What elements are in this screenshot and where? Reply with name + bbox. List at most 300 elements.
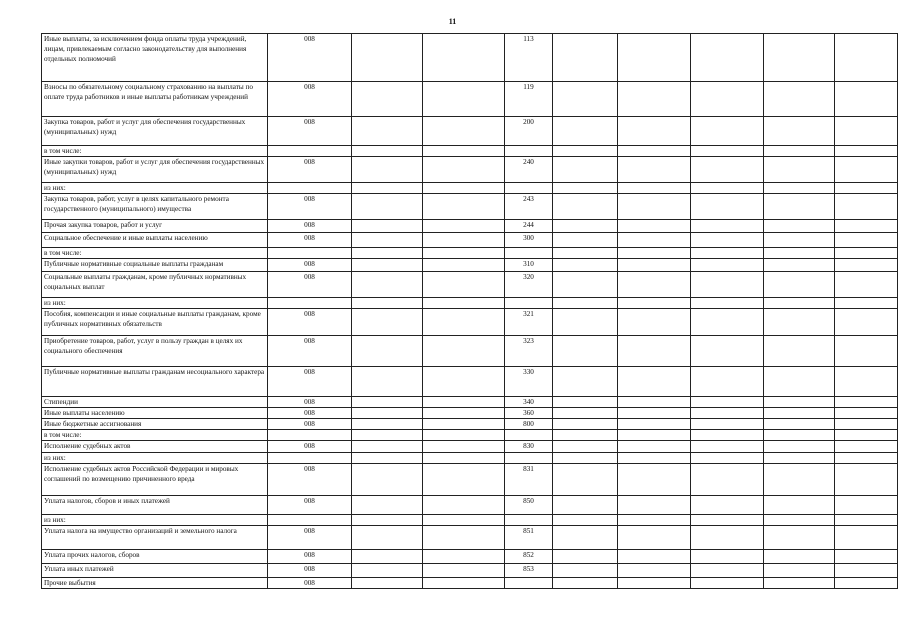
table-row bbox=[42, 430, 898, 441]
empty-cell bbox=[764, 578, 835, 589]
empty-cell bbox=[618, 233, 691, 248]
empty-cell bbox=[618, 419, 691, 430]
table-row bbox=[42, 550, 898, 564]
row-name: Прочие выбытия bbox=[42, 578, 268, 589]
empty-cell bbox=[423, 117, 505, 146]
empty-cell bbox=[691, 82, 764, 117]
empty-cell bbox=[691, 453, 764, 464]
row-code: 008 bbox=[268, 117, 352, 146]
empty-cell bbox=[352, 298, 423, 309]
empty-cell bbox=[423, 578, 505, 589]
empty-cell bbox=[423, 453, 505, 464]
empty-cell bbox=[835, 496, 898, 515]
empty-cell bbox=[618, 157, 691, 183]
table-row bbox=[42, 183, 898, 194]
row-kbk: 310 bbox=[505, 259, 553, 272]
empty-cell bbox=[764, 34, 835, 82]
row-kbk: 360 bbox=[505, 408, 553, 419]
table-row bbox=[42, 419, 898, 430]
empty-cell bbox=[423, 564, 505, 578]
empty-cell bbox=[352, 233, 423, 248]
row-name: из них: bbox=[42, 515, 268, 526]
empty-cell bbox=[764, 526, 835, 550]
empty-cell bbox=[553, 419, 618, 430]
row-kbk: 243 bbox=[505, 194, 553, 220]
empty-cell bbox=[835, 578, 898, 589]
row-code: 008 bbox=[268, 336, 352, 367]
empty-cell bbox=[835, 309, 898, 336]
empty-cell bbox=[835, 183, 898, 194]
empty-cell bbox=[423, 397, 505, 408]
empty-cell bbox=[691, 248, 764, 259]
row-code bbox=[268, 515, 352, 526]
empty-cell bbox=[618, 309, 691, 336]
row-kbk: 830 bbox=[505, 441, 553, 453]
empty-cell bbox=[352, 564, 423, 578]
row-name: Иные выплаты, за исключением фонда оплаты труда учреждений, лицам, привлекаемым согласно законодательству для выполнения отдельных полномочий bbox=[42, 34, 268, 82]
empty-cell bbox=[835, 117, 898, 146]
empty-cell bbox=[691, 564, 764, 578]
empty-cell bbox=[352, 419, 423, 430]
empty-cell bbox=[764, 233, 835, 248]
empty-cell bbox=[618, 515, 691, 526]
empty-cell bbox=[764, 367, 835, 397]
row-kbk: 244 bbox=[505, 220, 553, 233]
empty-cell bbox=[553, 194, 618, 220]
empty-cell bbox=[835, 453, 898, 464]
empty-cell bbox=[618, 464, 691, 496]
row-code: 008 bbox=[268, 550, 352, 564]
empty-cell bbox=[553, 526, 618, 550]
empty-cell bbox=[764, 408, 835, 419]
row-kbk: 321 bbox=[505, 309, 553, 336]
row-kbk bbox=[505, 578, 553, 589]
empty-cell bbox=[352, 157, 423, 183]
empty-cell bbox=[423, 34, 505, 82]
table-row bbox=[42, 194, 898, 220]
empty-cell bbox=[835, 430, 898, 441]
empty-cell bbox=[423, 550, 505, 564]
empty-cell bbox=[618, 194, 691, 220]
empty-cell bbox=[618, 117, 691, 146]
row-name: Публичные нормативные социальные выплаты гражданам bbox=[42, 259, 268, 272]
empty-cell bbox=[618, 248, 691, 259]
row-kbk: 831 bbox=[505, 464, 553, 496]
row-kbk: 200 bbox=[505, 117, 553, 146]
row-name: Уплата иных платежей bbox=[42, 564, 268, 578]
row-kbk: 113 bbox=[505, 34, 553, 82]
empty-cell bbox=[691, 194, 764, 220]
empty-cell bbox=[835, 419, 898, 430]
row-name: Взносы по обязательному социальному страхованию на выплаты по оплате труда работников и иные выплаты работникам учреждений bbox=[42, 82, 268, 117]
row-code: 008 bbox=[268, 441, 352, 453]
empty-cell bbox=[352, 183, 423, 194]
empty-cell bbox=[764, 515, 835, 526]
empty-cell bbox=[691, 34, 764, 82]
empty-cell bbox=[352, 397, 423, 408]
row-name: Иные закупки товаров, работ и услуг для обеспечения государственных (муниципальных) нужд bbox=[42, 157, 268, 183]
row-name: Социальное обеспечение и иные выплаты населению bbox=[42, 233, 268, 248]
row-name: Приобретение товаров, работ, услуг в пользу граждан в целях их социального обеспечения bbox=[42, 336, 268, 367]
row-name: Исполнение судебных актов Российской Федерации и мировых соглашений по возмещению причиненного вреда bbox=[42, 464, 268, 496]
empty-cell bbox=[764, 272, 835, 298]
empty-cell bbox=[352, 220, 423, 233]
empty-cell bbox=[691, 367, 764, 397]
empty-cell bbox=[352, 526, 423, 550]
empty-cell bbox=[835, 441, 898, 453]
row-code bbox=[268, 453, 352, 464]
row-code: 008 bbox=[268, 272, 352, 298]
empty-cell bbox=[764, 309, 835, 336]
empty-cell bbox=[764, 564, 835, 578]
page-number: 11 bbox=[448, 17, 457, 26]
row-code: 008 bbox=[268, 564, 352, 578]
row-kbk: 320 bbox=[505, 272, 553, 298]
empty-cell bbox=[553, 309, 618, 336]
row-kbk: 300 bbox=[505, 233, 553, 248]
row-code: 008 bbox=[268, 82, 352, 117]
empty-cell bbox=[618, 298, 691, 309]
empty-cell bbox=[691, 408, 764, 419]
empty-cell bbox=[618, 453, 691, 464]
empty-cell bbox=[423, 259, 505, 272]
row-kbk: 800 bbox=[505, 419, 553, 430]
empty-cell bbox=[691, 430, 764, 441]
empty-cell bbox=[423, 220, 505, 233]
empty-cell bbox=[553, 220, 618, 233]
empty-cell bbox=[691, 397, 764, 408]
empty-cell bbox=[764, 496, 835, 515]
row-code bbox=[268, 183, 352, 194]
table-row bbox=[42, 117, 898, 146]
empty-cell bbox=[764, 419, 835, 430]
empty-cell bbox=[691, 233, 764, 248]
empty-cell bbox=[835, 194, 898, 220]
empty-cell bbox=[423, 496, 505, 515]
empty-cell bbox=[352, 441, 423, 453]
empty-cell bbox=[553, 453, 618, 464]
row-name: из них: bbox=[42, 453, 268, 464]
row-name: Стипендии bbox=[42, 397, 268, 408]
row-kbk bbox=[505, 298, 553, 309]
table-row bbox=[42, 309, 898, 336]
row-name: Уплата прочих налогов, сборов bbox=[42, 550, 268, 564]
table-row bbox=[42, 526, 898, 550]
empty-cell bbox=[835, 298, 898, 309]
empty-cell bbox=[835, 233, 898, 248]
table-row bbox=[42, 146, 898, 157]
empty-cell bbox=[423, 408, 505, 419]
row-name: из них: bbox=[42, 183, 268, 194]
empty-cell bbox=[352, 309, 423, 336]
row-kbk: 330 bbox=[505, 367, 553, 397]
empty-cell bbox=[618, 441, 691, 453]
empty-cell bbox=[691, 220, 764, 233]
row-kbk: 340 bbox=[505, 397, 553, 408]
row-kbk: 850 bbox=[505, 496, 553, 515]
empty-cell bbox=[835, 248, 898, 259]
table-row bbox=[42, 453, 898, 464]
empty-cell bbox=[618, 430, 691, 441]
row-name: Иные выплаты населению bbox=[42, 408, 268, 419]
empty-cell bbox=[764, 82, 835, 117]
empty-cell bbox=[764, 397, 835, 408]
row-name: в том числе: bbox=[42, 430, 268, 441]
empty-cell bbox=[352, 82, 423, 117]
empty-cell bbox=[553, 272, 618, 298]
empty-cell bbox=[618, 496, 691, 515]
row-kbk bbox=[505, 183, 553, 194]
empty-cell bbox=[618, 82, 691, 117]
empty-cell bbox=[423, 441, 505, 453]
empty-cell bbox=[352, 496, 423, 515]
empty-cell bbox=[553, 397, 618, 408]
empty-cell bbox=[553, 336, 618, 367]
row-code: 008 bbox=[268, 309, 352, 336]
table-row bbox=[42, 298, 898, 309]
empty-cell bbox=[423, 464, 505, 496]
empty-cell bbox=[352, 430, 423, 441]
empty-cell bbox=[423, 515, 505, 526]
row-name: Закупка товаров, работ и услуг для обеспечения государственных (муниципальных) нужд bbox=[42, 117, 268, 146]
empty-cell bbox=[553, 464, 618, 496]
row-name: Уплата налога на имущество организаций и земельного налога bbox=[42, 526, 268, 550]
row-code bbox=[268, 298, 352, 309]
table-row bbox=[42, 464, 898, 496]
empty-cell bbox=[691, 441, 764, 453]
empty-cell bbox=[352, 453, 423, 464]
empty-cell bbox=[691, 336, 764, 367]
empty-cell bbox=[423, 526, 505, 550]
empty-cell bbox=[352, 34, 423, 82]
empty-cell bbox=[423, 82, 505, 117]
empty-cell bbox=[553, 183, 618, 194]
table-row bbox=[42, 397, 898, 408]
empty-cell bbox=[835, 272, 898, 298]
empty-cell bbox=[352, 578, 423, 589]
empty-cell bbox=[691, 146, 764, 157]
row-kbk bbox=[505, 515, 553, 526]
empty-cell bbox=[352, 146, 423, 157]
empty-cell bbox=[352, 408, 423, 419]
empty-cell bbox=[691, 298, 764, 309]
empty-cell bbox=[352, 272, 423, 298]
empty-cell bbox=[553, 157, 618, 183]
empty-cell bbox=[423, 233, 505, 248]
row-code bbox=[268, 248, 352, 259]
empty-cell bbox=[764, 464, 835, 496]
table-row bbox=[42, 248, 898, 259]
table-row bbox=[42, 259, 898, 272]
empty-cell bbox=[835, 526, 898, 550]
row-name: в том числе: bbox=[42, 248, 268, 259]
empty-cell bbox=[835, 220, 898, 233]
empty-cell bbox=[835, 336, 898, 367]
empty-cell bbox=[423, 248, 505, 259]
empty-cell bbox=[691, 550, 764, 564]
table-row bbox=[42, 157, 898, 183]
empty-cell bbox=[764, 220, 835, 233]
empty-cell bbox=[835, 146, 898, 157]
empty-cell bbox=[764, 194, 835, 220]
empty-cell bbox=[618, 564, 691, 578]
table-row bbox=[42, 82, 898, 117]
empty-cell bbox=[553, 496, 618, 515]
empty-cell bbox=[835, 34, 898, 82]
empty-cell bbox=[835, 564, 898, 578]
row-kbk: 851 bbox=[505, 526, 553, 550]
table-body bbox=[42, 34, 898, 589]
empty-cell bbox=[553, 550, 618, 564]
empty-cell bbox=[618, 34, 691, 82]
row-kbk bbox=[505, 430, 553, 441]
row-name: Публичные нормативные выплаты гражданам несоциального характера bbox=[42, 367, 268, 397]
empty-cell bbox=[553, 248, 618, 259]
row-kbk: 852 bbox=[505, 550, 553, 564]
empty-cell bbox=[764, 453, 835, 464]
empty-cell bbox=[423, 309, 505, 336]
row-name: Пособия, компенсации и иные социальные выплаты гражданам, кроме публичных нормативных обязательств bbox=[42, 309, 268, 336]
row-name: Исполнение судебных актов bbox=[42, 441, 268, 453]
empty-cell bbox=[764, 430, 835, 441]
empty-cell bbox=[691, 309, 764, 336]
empty-cell bbox=[553, 515, 618, 526]
row-code: 008 bbox=[268, 259, 352, 272]
empty-cell bbox=[553, 146, 618, 157]
empty-cell bbox=[691, 578, 764, 589]
table-row bbox=[42, 408, 898, 419]
empty-cell bbox=[764, 298, 835, 309]
empty-cell bbox=[764, 550, 835, 564]
table-row bbox=[42, 578, 898, 589]
empty-cell bbox=[835, 464, 898, 496]
empty-cell bbox=[423, 298, 505, 309]
table-row bbox=[42, 233, 898, 248]
empty-cell bbox=[618, 259, 691, 272]
row-code: 008 bbox=[268, 419, 352, 430]
table-row bbox=[42, 336, 898, 367]
row-code: 008 bbox=[268, 233, 352, 248]
empty-cell bbox=[352, 550, 423, 564]
empty-cell bbox=[352, 259, 423, 272]
empty-cell bbox=[553, 564, 618, 578]
row-code: 008 bbox=[268, 397, 352, 408]
row-kbk bbox=[505, 453, 553, 464]
empty-cell bbox=[352, 117, 423, 146]
empty-cell bbox=[423, 419, 505, 430]
row-code: 008 bbox=[268, 408, 352, 419]
row-code: 008 bbox=[268, 157, 352, 183]
empty-cell bbox=[691, 515, 764, 526]
empty-cell bbox=[764, 336, 835, 367]
table-row bbox=[42, 34, 898, 82]
empty-cell bbox=[618, 397, 691, 408]
empty-cell bbox=[618, 146, 691, 157]
empty-cell bbox=[553, 259, 618, 272]
empty-cell bbox=[553, 298, 618, 309]
table-row bbox=[42, 515, 898, 526]
empty-cell bbox=[764, 146, 835, 157]
row-code: 008 bbox=[268, 464, 352, 496]
empty-cell bbox=[618, 272, 691, 298]
empty-cell bbox=[764, 441, 835, 453]
empty-cell bbox=[835, 82, 898, 117]
empty-cell bbox=[691, 526, 764, 550]
row-name: Прочая закупка товаров, работ и услуг bbox=[42, 220, 268, 233]
empty-cell bbox=[352, 464, 423, 496]
row-code: 008 bbox=[268, 526, 352, 550]
empty-cell bbox=[423, 430, 505, 441]
empty-cell bbox=[423, 146, 505, 157]
empty-cell bbox=[352, 336, 423, 367]
empty-cell bbox=[553, 408, 618, 419]
empty-cell bbox=[352, 248, 423, 259]
empty-cell bbox=[764, 248, 835, 259]
empty-cell bbox=[618, 336, 691, 367]
row-name: Социальные выплаты гражданам, кроме публичных нормативных социальных выплат bbox=[42, 272, 268, 298]
empty-cell bbox=[423, 367, 505, 397]
empty-cell bbox=[352, 194, 423, 220]
empty-cell bbox=[835, 550, 898, 564]
budget-table bbox=[41, 33, 898, 589]
row-code: 008 bbox=[268, 578, 352, 589]
row-kbk bbox=[505, 146, 553, 157]
empty-cell bbox=[423, 157, 505, 183]
empty-cell bbox=[835, 259, 898, 272]
row-name: Уплата налогов, сборов и иных платежей bbox=[42, 496, 268, 515]
empty-cell bbox=[618, 183, 691, 194]
table-row bbox=[42, 367, 898, 397]
empty-cell bbox=[618, 367, 691, 397]
row-code: 008 bbox=[268, 496, 352, 515]
empty-cell bbox=[835, 367, 898, 397]
empty-cell bbox=[553, 34, 618, 82]
row-kbk: 240 bbox=[505, 157, 553, 183]
table-row bbox=[42, 496, 898, 515]
empty-cell bbox=[618, 578, 691, 589]
table-row bbox=[42, 272, 898, 298]
empty-cell bbox=[835, 397, 898, 408]
empty-cell bbox=[352, 515, 423, 526]
empty-cell bbox=[764, 259, 835, 272]
row-name: Закупка товаров, работ, услуг в целях капитального ремонта государственного (муниципального) имущества bbox=[42, 194, 268, 220]
empty-cell bbox=[691, 259, 764, 272]
empty-cell bbox=[423, 336, 505, 367]
empty-cell bbox=[618, 550, 691, 564]
empty-cell bbox=[691, 117, 764, 146]
empty-cell bbox=[553, 578, 618, 589]
empty-cell bbox=[553, 430, 618, 441]
empty-cell bbox=[764, 117, 835, 146]
row-kbk: 853 bbox=[505, 564, 553, 578]
empty-cell bbox=[764, 183, 835, 194]
empty-cell bbox=[423, 272, 505, 298]
empty-cell bbox=[352, 367, 423, 397]
empty-cell bbox=[423, 183, 505, 194]
row-name: из них: bbox=[42, 298, 268, 309]
empty-cell bbox=[835, 408, 898, 419]
row-code bbox=[268, 430, 352, 441]
table-row bbox=[42, 441, 898, 453]
empty-cell bbox=[553, 82, 618, 117]
empty-cell bbox=[618, 526, 691, 550]
empty-cell bbox=[618, 220, 691, 233]
empty-cell bbox=[835, 515, 898, 526]
empty-cell bbox=[553, 117, 618, 146]
table-row bbox=[42, 220, 898, 233]
empty-cell bbox=[553, 367, 618, 397]
empty-cell bbox=[691, 496, 764, 515]
